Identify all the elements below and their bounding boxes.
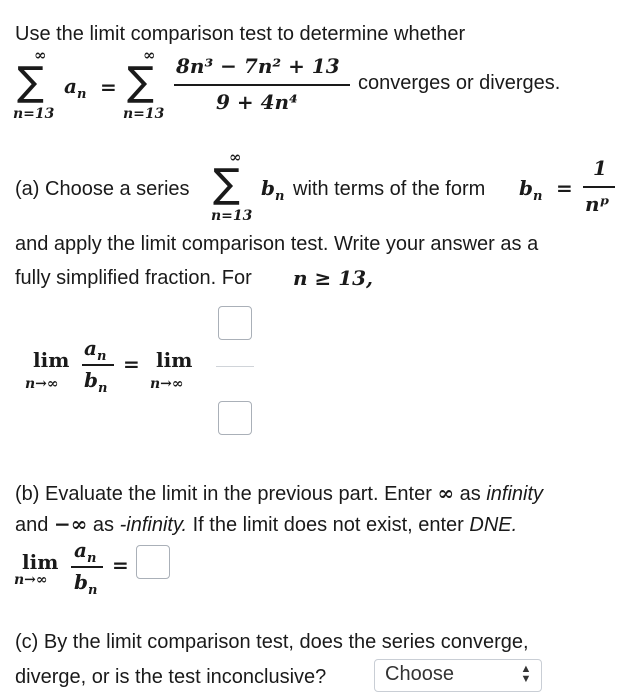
chevron-updown-icon: ▲ ▼ <box>520 663 532 685</box>
lim-word: lim <box>33 348 70 372</box>
part-a-mid: with terms of the form <box>293 178 486 200</box>
n-condition: n ≥ 13, <box>293 266 374 290</box>
dne-word: DNE. <box>469 514 518 536</box>
ratio-b-sub: n <box>97 381 108 396</box>
lim-subscript-3: n→∞ <box>14 572 48 588</box>
ratio-denominator-b <box>74 570 97 598</box>
ratio-b-b: b <box>74 570 88 594</box>
a-n-term <box>64 74 86 102</box>
numerator-answer-input[interactable] <box>218 306 252 340</box>
limit-value-input[interactable] <box>136 545 170 579</box>
lim-word-2: lim <box>156 348 193 372</box>
neg-infinity-word: -infinity. <box>119 514 188 536</box>
lim-subscript-2: n→∞ <box>150 376 184 392</box>
intro-line: Use the limit comparison test to determine whether <box>15 23 466 45</box>
a-subscript: n <box>76 87 87 102</box>
part-a-prefix: (a) Choose a series <box>15 178 190 200</box>
sigma-symbol: ∑ <box>17 59 44 105</box>
pform-fraction-bar <box>583 186 615 188</box>
equals-sign-2: = <box>556 176 573 200</box>
ratio-numerator <box>84 336 106 364</box>
b-n-term <box>261 176 284 204</box>
intro-suffix: converges or diverges. <box>358 72 561 94</box>
infinity-word: infinity <box>486 483 544 505</box>
part-b-line2 <box>15 512 517 537</box>
ratio-bar-b <box>71 566 103 568</box>
a-letter: a <box>64 74 77 98</box>
infinity-symbol: ∞ <box>437 481 455 505</box>
pform-denominator: nᵖ <box>585 192 610 216</box>
ratio-b: b <box>84 368 98 392</box>
ratio-bar <box>82 364 114 366</box>
series-b-upper: ∞ <box>229 148 242 166</box>
sigma-symbol-3: ∑ <box>213 161 240 207</box>
part-c-line1: (c) By the limit comparison test, does the series converge, <box>15 631 529 653</box>
fraction-bar <box>174 84 350 86</box>
bn-subscript: n <box>532 189 543 204</box>
fraction-numerator: 8n³ − 7n² + 13 <box>176 54 340 78</box>
bn-eq-term <box>519 176 542 204</box>
equals-sign-3: = <box>123 352 140 376</box>
part-a-line3: fully simplified fraction. For <box>15 267 252 289</box>
part-b-line2-post: If the limit does not exist, enter <box>192 514 464 536</box>
part-b-line1-pre: (b) Evaluate the limit in the previous part. Enter <box>15 483 432 505</box>
part-a-line2: and apply the limit comparison test. Write your answer as a <box>15 233 539 255</box>
sigma-symbol-2: ∑ <box>127 59 154 105</box>
series-b-lower: n=13 <box>211 208 253 224</box>
equals-sign: = <box>100 75 117 99</box>
bn-letter: b <box>519 176 533 200</box>
series-upper-limit: ∞ <box>34 46 47 64</box>
ratio-numerator-b <box>74 538 96 566</box>
fraction-denominator: 9 + 4n⁴ <box>216 90 298 114</box>
ratio-a-b: a <box>74 538 87 562</box>
part-b-line1-mid: as <box>459 483 481 505</box>
ratio-a: a <box>84 336 97 360</box>
part-b-line2-mid: as <box>92 514 115 536</box>
b-subscript: n <box>274 189 285 204</box>
pform-numerator: 1 <box>593 156 607 180</box>
series-lower-limit: n=13 <box>13 106 55 122</box>
ratio-denominator <box>84 368 107 396</box>
ratio-b-sub-b: n <box>87 583 98 598</box>
lim-subscript: n→∞ <box>25 376 59 392</box>
denominator-answer-input[interactable] <box>218 401 252 435</box>
answer-fraction-bar <box>216 366 254 367</box>
series-upper-limit-2: ∞ <box>143 46 156 64</box>
part-b-line2-pre: and <box>15 514 49 536</box>
part-b-line1 <box>15 481 543 506</box>
ratio-a-sub-b: n <box>86 551 97 566</box>
lim-word-3: lim <box>22 550 59 574</box>
neg-infinity-symbol: −∞ <box>53 512 88 536</box>
b-letter: b <box>261 176 275 200</box>
ratio-a-sub: n <box>96 349 107 364</box>
select-value: Choose <box>385 663 454 685</box>
equals-sign-4: = <box>112 553 129 577</box>
part-c-line2: diverge, or is the test inconclusive? <box>15 666 327 688</box>
series-lower-limit-2: n=13 <box>123 106 165 122</box>
conclusion-select[interactable] <box>374 659 542 692</box>
